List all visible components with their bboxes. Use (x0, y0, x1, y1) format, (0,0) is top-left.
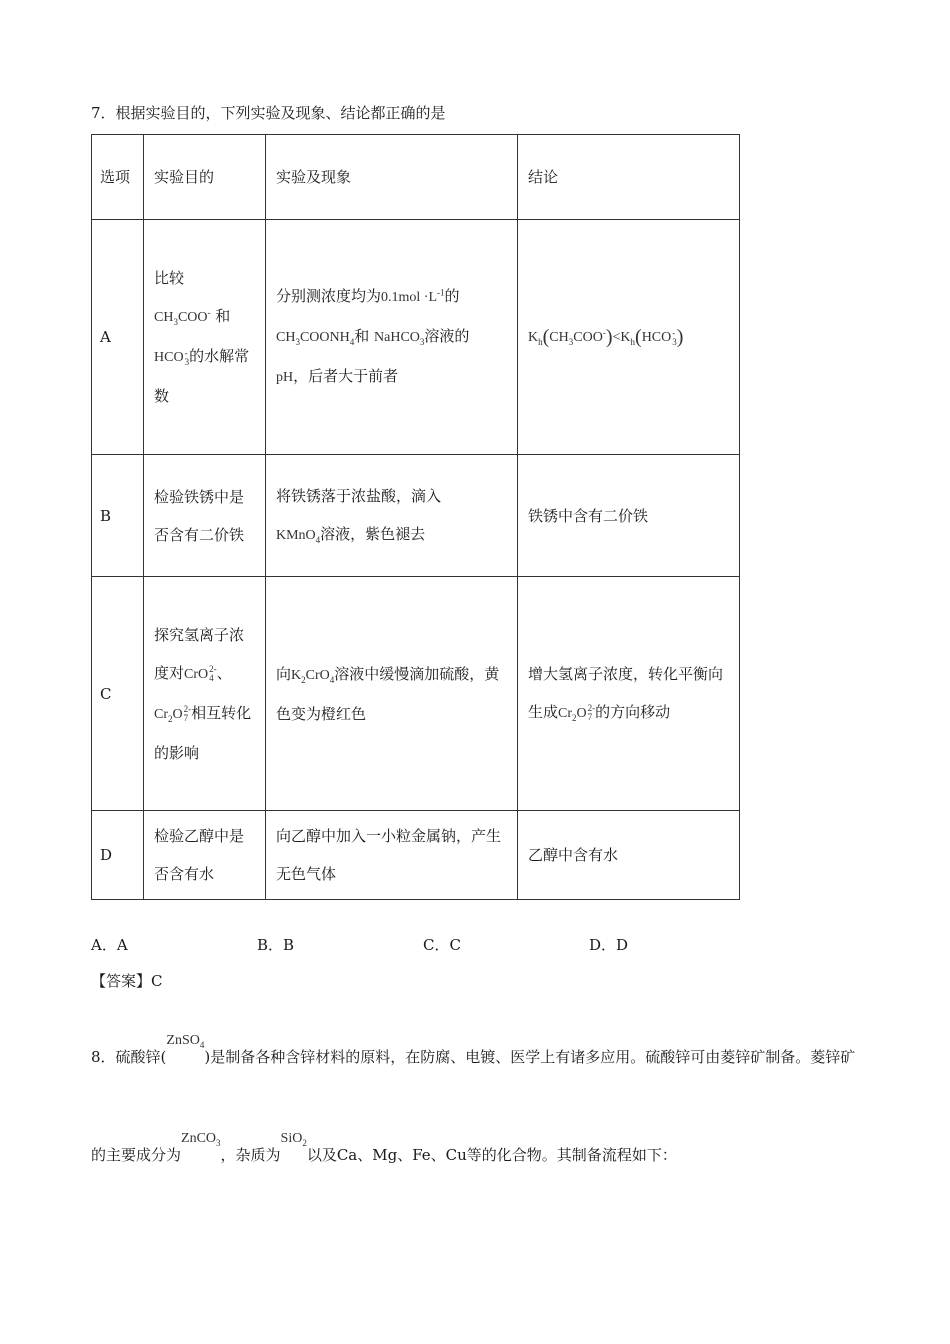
answer-line: 【答案】C (91, 972, 163, 990)
table-row (92, 577, 740, 811)
row-c-experiment: 向$K_2CrO_4$溶液中缓慢滴加硫酸，黄色变为橙红色 (266, 577, 518, 811)
formula-kmno4: KMnO$_4$ (276, 527, 321, 545)
header-conclusion: 结论 (518, 135, 740, 220)
option-a[interactable]: A．A (91, 936, 128, 954)
row-b-label: B (92, 455, 144, 577)
formula-sio2: SiO$_2$ (280, 1131, 307, 1148)
answer-options (91, 934, 791, 956)
table-row (92, 811, 740, 900)
formula-cr2o7-b: $Cr_2O$ 2- 7 (558, 703, 596, 723)
question-7-stem: 7．根据实验目的，下列实验及现象、结论都正确的是 (91, 104, 446, 122)
table-row (92, 455, 740, 577)
formula-hco3: HCO - 3 (154, 347, 190, 367)
header-option: 选项 (92, 135, 144, 220)
row-d-label: D (92, 811, 144, 900)
row-b-experiment: 将铁锈落于浓盐酸，滴入 KMnO$_4$溶液，紫色褪去 (266, 455, 518, 577)
row-c-conclusion: 增大氢离子浓度，转化平衡向生成$Cr_2O$ 2- 7 的方向移动 (518, 577, 740, 811)
formula-cr2o7: $Cr_2O$ 2- 7 (154, 704, 192, 724)
row-d-experiment: 向乙醇中加入一小粒金属钠，产生无色气体 (266, 811, 518, 900)
option-c[interactable]: C．C (423, 936, 461, 954)
option-d[interactable]: D．D (589, 936, 629, 954)
row-b-purpose: 检验铁锈中是否含有二价铁 (144, 455, 266, 577)
header-experiment: 实验及现象 (266, 135, 518, 220)
row-d-purpose: 检验乙醇中是否含有水 (144, 811, 266, 900)
table-row (92, 220, 740, 455)
formula-kh-comparison: $K_h(CH_3COO^-)<K_h(HCO$ - 3 ) (528, 326, 684, 348)
row-b-conclusion: 铁锈中含有二价铁 (518, 455, 740, 577)
formula-nahco3: NaHCO$_3$ (374, 330, 425, 347)
experiment-table (91, 134, 740, 900)
formula-znco3: ZnCO$_3$ (181, 1131, 221, 1148)
formula-ch3coo: $CH_3COO^-$ (154, 307, 211, 327)
formula-k2cro4: $K_2CrO_4$ (291, 667, 335, 685)
row-d-conclusion: 乙醇中含有水 (518, 811, 740, 900)
table-header-row (92, 135, 740, 220)
option-b[interactable]: B．B (257, 936, 295, 954)
row-c-purpose: 探究氢离子浓度对CrO 2- 4 、 $Cr_2O$ 2- 7 相互转化的影响 (144, 577, 266, 811)
row-a-experiment: 分别测浓度均为$0.1mol \cdot L^{-1}$的 $CH_3COONH_4$和 NaHCO$_3$溶液的 pH，后者大于前者 (266, 220, 518, 455)
formula-ch3coonh4: $CH_3COONH_4$ (276, 330, 355, 347)
formula-cro4: CrO 2- 4 (184, 664, 217, 684)
header-purpose: 实验目的 (144, 135, 266, 220)
formula-znso4: ZnSO$_4$ (166, 1033, 205, 1050)
row-c-label: C (92, 577, 144, 811)
question-8-stem: 8．硫酸锌(ZnSO$_4$)是制备各种含锌材料的原料，在防腐、电镀、医学上有诸多应用。硫酸锌可由菱锌矿制备。菱锌矿的主要成分为ZnCO$_3$，杂质为SiO$_2$以及Ca、Mg、Fe、Cu等的化合物。其制备流程如下： (91, 1033, 856, 1164)
row-a-label: A (92, 220, 144, 455)
row-a-purpose: 比较 $CH_3COO^-$ 和 HCO - 3 的水解常数 (144, 220, 266, 455)
row-a-conclusion (518, 220, 740, 455)
